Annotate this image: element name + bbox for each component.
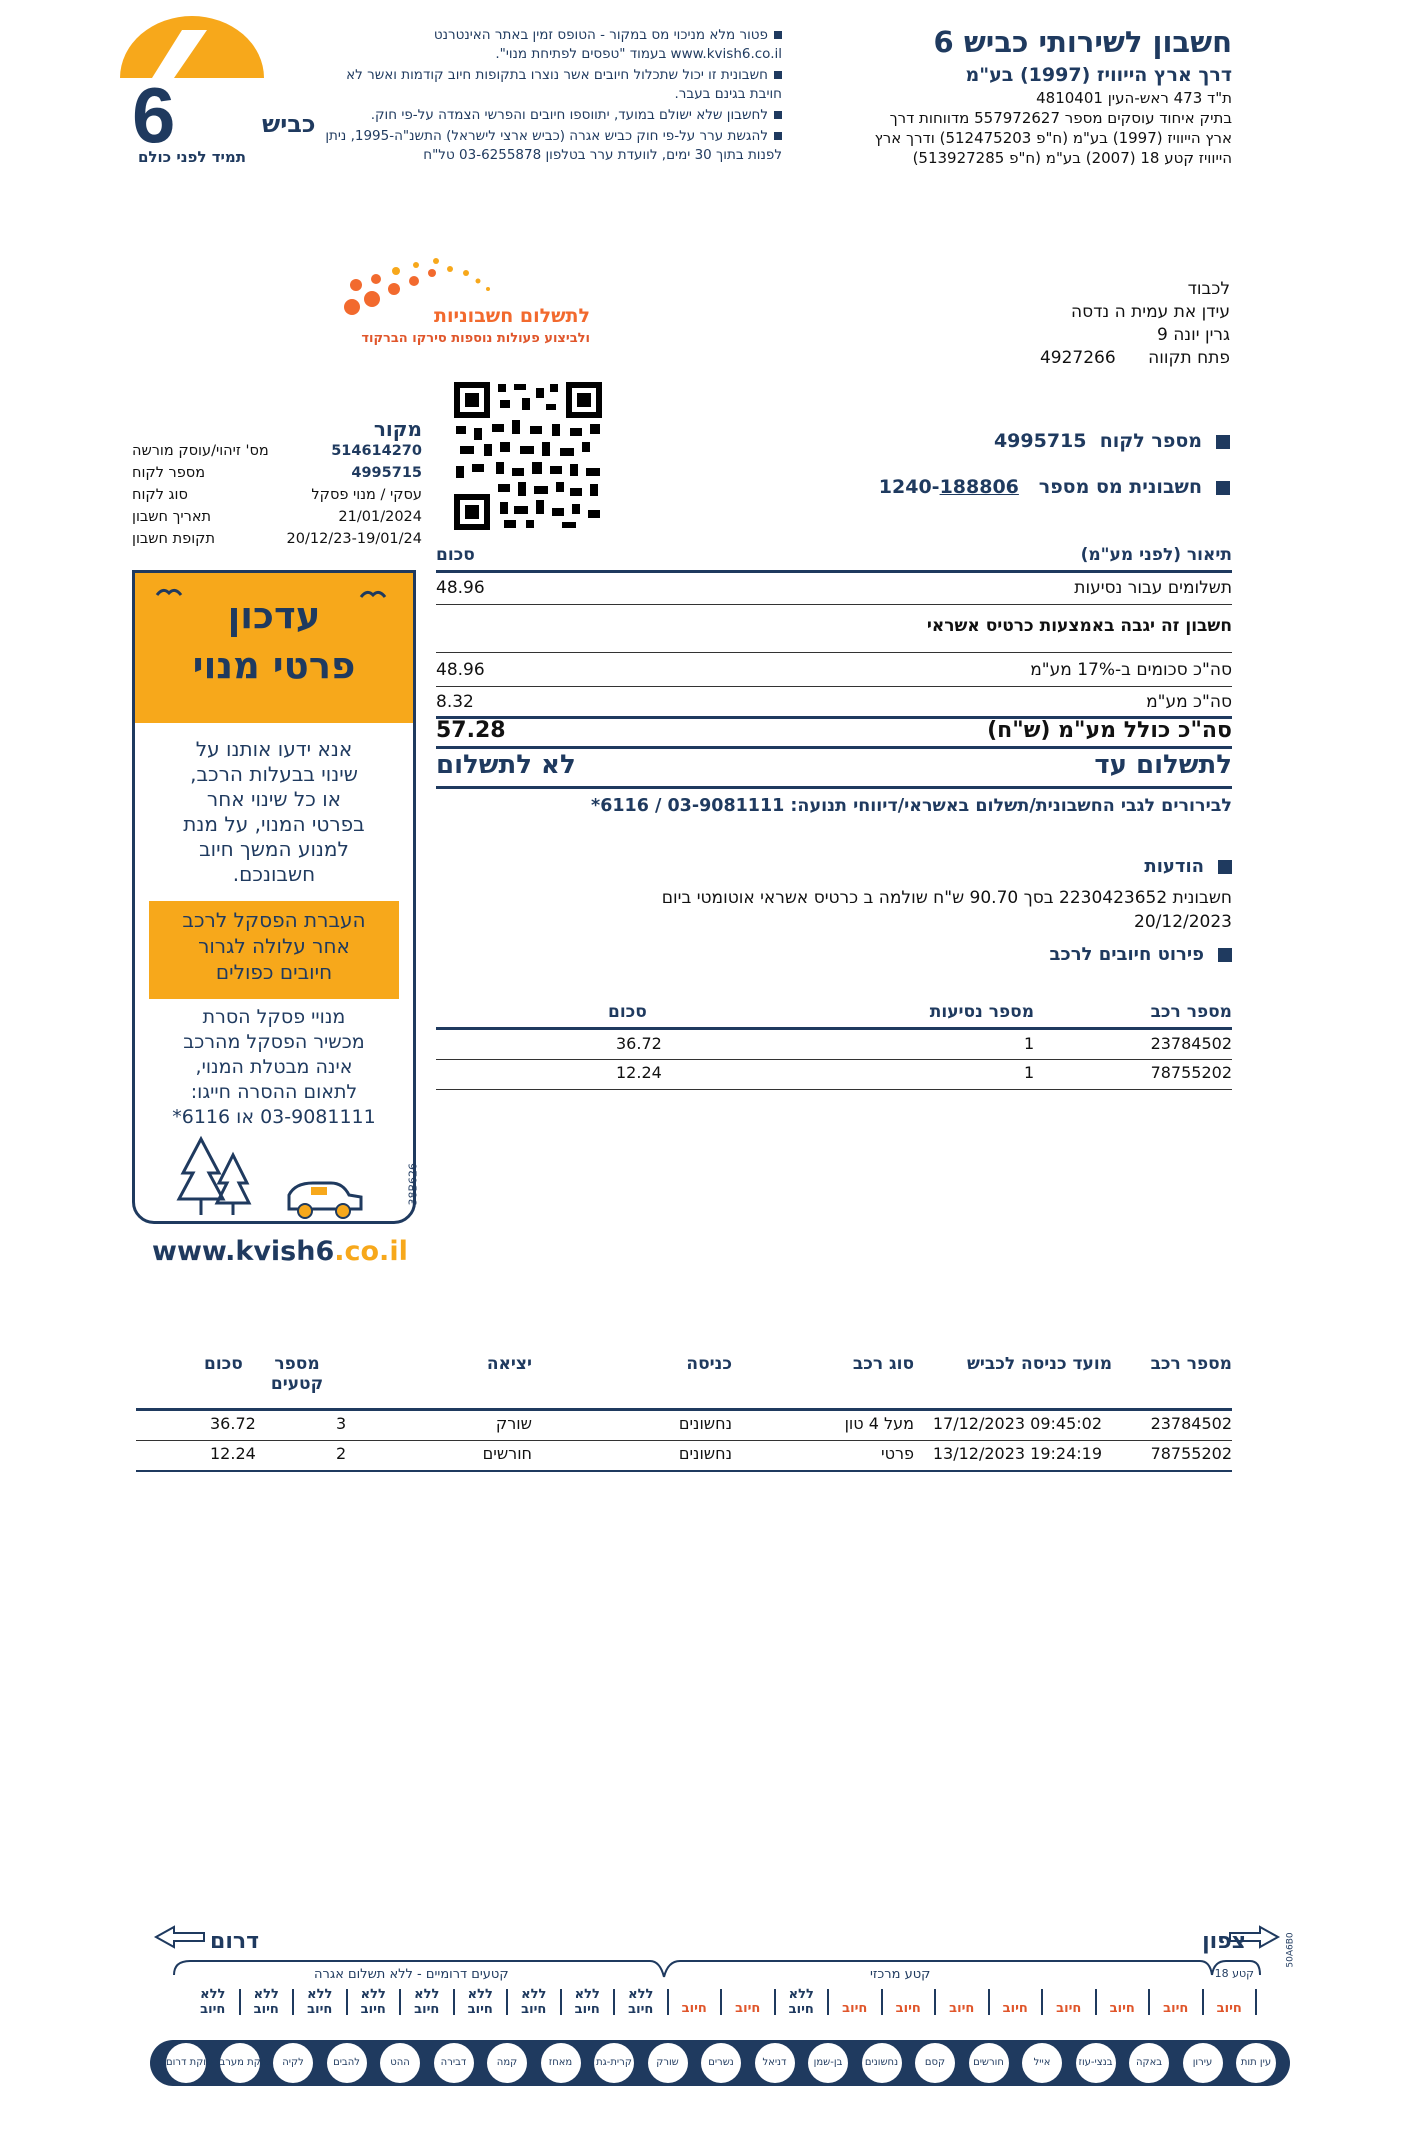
- credit-note-row: חשבון זה יגבה באמצעות כרטיס אשראי: [926, 616, 1232, 636]
- addressee: [930, 278, 1230, 370]
- south-label: דרום: [210, 1929, 260, 1954]
- segment-divider: [346, 1989, 348, 2015]
- note-item: חשבונית זו יכול שתכלול חיובים אשר נוצרו בתקופות חיוב קודמות ואשר לא חויבת בגינם בעבר.: [346, 67, 782, 102]
- bill-title: חשבון לשירותי כביש 6: [933, 25, 1232, 59]
- station: ההט: [380, 2043, 420, 2083]
- segment-divider: [774, 1989, 776, 2015]
- logo-graphic: [112, 30, 316, 170]
- station: שוקת מערב: [220, 2043, 260, 2083]
- segment-divider: [720, 1989, 722, 2015]
- station: בן-שמן: [808, 2043, 848, 2083]
- note-item: לחשבון שלא ישולם במועד, יתווספו חיובים והפרשי הצמדה על-פי חוק.: [322, 106, 782, 125]
- station: קמה: [487, 2043, 527, 2083]
- station: אייל: [1022, 2043, 1062, 2083]
- logo-number: 6: [132, 71, 176, 159]
- qr-graphic: [452, 380, 604, 532]
- segment-charge-label: חיוב: [1216, 2001, 1242, 2016]
- segment-free-label: ללא חיוב: [307, 1987, 333, 2017]
- segment-divider: [453, 1989, 455, 2015]
- segment-divider: [613, 1989, 615, 2015]
- central-segment-label: קטע מרכזי: [870, 1967, 931, 1982]
- qr-code[interactable]: [452, 380, 604, 532]
- station: שורק: [648, 2043, 688, 2083]
- ad-title: עדכון פרטי מנוי: [192, 594, 356, 687]
- invoice-number-line: חשבונית מס מספר 1240-188806: [810, 464, 1230, 510]
- company-name: דרך ארץ הייוויז (1997) בע"מ: [965, 64, 1232, 86]
- route-map: [150, 1925, 1296, 2075]
- customer-number-line: מספר לקוח 4995715: [810, 418, 1230, 464]
- segment-divider: [988, 1989, 990, 2015]
- source-row: תאריך חשבון 21/01/2024: [132, 509, 422, 525]
- company-line: הייוויז קטע 18 (2007) בע"מ (ח"פ 513927285): [912, 149, 1232, 167]
- kvish6-logo: [112, 30, 316, 170]
- station: חורשים: [969, 2043, 1009, 2083]
- segment-charge-label: חיוב: [949, 2001, 975, 2016]
- trips-row: תשלומים עבור נסיעות 48.96: [436, 578, 1232, 598]
- segment-charge-label: חיוב: [895, 2001, 921, 2016]
- trip-row: 78755202 13/12/2023 19:24:19 פרטי נחשונים חורשים 2 12.24: [210, 1444, 1232, 1463]
- ad-code: 38B626: [407, 1163, 420, 1206]
- station: בנצי-עוז: [1076, 2043, 1116, 2083]
- station: מאחז: [541, 2043, 581, 2083]
- segment-divider: [1148, 1989, 1150, 2015]
- segment18-label: קטע 18: [1214, 1967, 1254, 1980]
- station: להבים: [327, 2043, 367, 2083]
- pay-logo-subtitle: ולביצוע פעולות נוספות סירקו הברקוד: [361, 331, 590, 346]
- station: באקה: [1129, 2043, 1169, 2083]
- company-line: ארץ הייוויז (1997) בע"מ (ח"פ 512475203) ודרך ארץ: [874, 129, 1232, 147]
- header-notes: [322, 26, 782, 167]
- segment-divider: [1202, 1989, 1204, 2015]
- website-link[interactable]: www.kvish6.co.il: [152, 1236, 408, 1267]
- segment-free-label: ללא חיוב: [574, 1987, 600, 2017]
- segment-divider: [1255, 1989, 1257, 2015]
- station: דבירה: [434, 2043, 474, 2083]
- source-row: תקופת חשבון 20/12/23-19/01/24: [132, 531, 422, 547]
- trip-details-header: מספר רכב מועד כניסה לכביש סוג רכב כניסה יציאה מספר קטעים סכום: [204, 1354, 1232, 1394]
- note-item: פטור מלא מניכוי מס במקור - הטופס זמין באתר האינטרנט www.kvish6.co.il בעמוד "טפסים לפתיחת מנוי".: [433, 27, 782, 62]
- source-block: [132, 418, 422, 550]
- subtotal-row: סה"כ סכומים ב-17% מע"מ 48.96: [436, 660, 1232, 680]
- logo-name: כביש: [262, 110, 316, 138]
- station: נשרים: [701, 2043, 741, 2083]
- segment-charge-label: חיוב: [681, 2001, 707, 2016]
- vehicle-charge-row: 78755202 1 12.24: [616, 1063, 1232, 1082]
- station: דניאל: [755, 2043, 795, 2083]
- segment-divider: [934, 1989, 936, 2015]
- customer-info: [810, 418, 1230, 510]
- inquiries: לבירורים לגבי החשבונית/תשלום באשראי/דיווחי תנועה: 03-9081111 / 6116*: [591, 796, 1232, 816]
- source-title: מקור: [373, 417, 422, 441]
- company-line: ת"ד 473 ראש-העין 4810401: [1036, 89, 1232, 107]
- ad-highlight: העברת הפסקל לרכב אחר עלולה לגרור חיובים כפולים: [149, 901, 399, 999]
- messages-title: הודעות: [436, 856, 1232, 877]
- source-row: מספר לקוח 4995715: [132, 465, 422, 481]
- station: שוקת דרום: [166, 2043, 206, 2083]
- segment-free-label: ללא חיוב: [200, 1987, 226, 2017]
- ad-body: אנא ידעו אותנו על שינוי בבעלות הרכב, או כל שינוי אחר בפרטי המנוי, על מנת למנוע המשך חיוב חשבונכם.: [183, 737, 365, 886]
- segment-divider: [667, 1989, 669, 2015]
- segment-charge-label: חיוב: [842, 2001, 868, 2016]
- segment-free-label: ללא חיוב: [467, 1987, 493, 2017]
- segment-divider: [1041, 1989, 1043, 2015]
- addressee-name: עידן את עמית ה נדסה: [1070, 302, 1230, 322]
- trip-row: 23784502 17/12/2023 09:45:02 מעל 4 טון נחשונים שורק 3 36.72: [210, 1414, 1232, 1433]
- pay-logo-title: לתשלום חשבוניות: [433, 305, 590, 327]
- route-side-code: 50A6B0: [1285, 1932, 1296, 1968]
- segment-free-label: ללא חיוב: [521, 1987, 547, 2017]
- segment-free-label: ללא חיוב: [360, 1987, 386, 2017]
- segment-charge-label: חיוב: [1002, 2001, 1028, 2016]
- pay-invoices-logo: [330, 255, 600, 355]
- due-row: לתשלום עד לא לתשלום: [436, 750, 1232, 780]
- company-line: בתיק איחוד עוסקים מספר 557972627 מדווחות דרך: [889, 109, 1232, 127]
- logo-tagline: תמיד לפני כולם: [137, 148, 247, 166]
- vehicle-charges-title: פירוט חיובים לרכב: [436, 944, 1232, 965]
- segment-charge-label: חיוב: [1109, 2001, 1135, 2016]
- segment-free-label: ללא חיוב: [414, 1987, 440, 2017]
- segment-divider: [292, 1989, 294, 2015]
- total-row: סה"כ כולל מע"מ (ש"ח) 57.28: [436, 718, 1232, 743]
- segment-free-label: ללא חיוב: [788, 1987, 814, 2017]
- segment-divider: [881, 1989, 883, 2015]
- station: קסם: [915, 2043, 955, 2083]
- station: קרית-גת: [594, 2043, 634, 2083]
- note-item: להגשת ערר על-פי חוק כביש אגרה (כביש ארצי לישראל) התשנ"ה-1995, ניתן לפנות בתוך 30 ימים, לוועדת ערר בטלפון 03-6255878 טל"ח: [325, 128, 782, 163]
- vat-row: סה"כ מע"מ 8.32: [436, 692, 1232, 712]
- source-row: מס' זיהוי/עוסק מורשה 514614270: [132, 443, 422, 459]
- segment-divider: [560, 1989, 562, 2015]
- station: לקיה: [273, 2043, 313, 2083]
- subscriber-update-ad: [132, 570, 420, 1224]
- segment-charge-label: חיוב: [735, 2001, 761, 2016]
- company-header: [712, 22, 1232, 168]
- segment-divider: [399, 1989, 401, 2015]
- segment-divider: [239, 1989, 241, 2015]
- station: עין תות: [1236, 2043, 1276, 2083]
- north-label: צפון: [1202, 1929, 1246, 1954]
- source-row: סוג לקוח עסקי / מנוי פסקל: [132, 487, 422, 503]
- addressee-street: גרין יונה 9: [1156, 325, 1230, 345]
- station: נחשונים: [862, 2043, 902, 2083]
- southern-segment-label: קטעים דרומיים - ללא תשלום אגרה: [314, 1967, 509, 1982]
- segment-charge-label: חיוב: [1163, 2001, 1189, 2016]
- trees-and-car-icon: [171, 1133, 401, 1223]
- ad-body-2: מנויי פסקל הסרת מכשיר הפסקל מהרכב אינה מבטלת המנוי, לתאום ההסרה חייגו: 03-9081111 או 6116*: [172, 1006, 376, 1128]
- segment-charge-label: חיוב: [1056, 2001, 1082, 2016]
- vehicle-charge-row: 23784502 1 36.72: [616, 1034, 1232, 1053]
- stations-bar: [150, 2040, 1290, 2086]
- greeting: לכבוד: [1187, 279, 1230, 299]
- messages-text: חשבונית 2230423652 בסך 90.70 ש"ח שולמה ב כרטיס אשראי אוטומטי ביום 20/12/2023: [661, 888, 1232, 932]
- segment-free-label: ללא חיוב: [253, 1987, 279, 2017]
- segment-divider: [506, 1989, 508, 2015]
- segment-free-label: ללא חיוב: [628, 1987, 654, 2017]
- segment-divider: [1095, 1989, 1097, 2015]
- segment-divider: [827, 1989, 829, 2015]
- vehicle-charges-header: מספר רכב מספר נסיעות סכום: [608, 1002, 1232, 1022]
- addressee-city-line: פתח תקווה 4927266: [1039, 348, 1230, 368]
- main-table-header: תיאור (לפני מע"מ) סכום: [436, 545, 1232, 565]
- station: עירון: [1183, 2043, 1223, 2083]
